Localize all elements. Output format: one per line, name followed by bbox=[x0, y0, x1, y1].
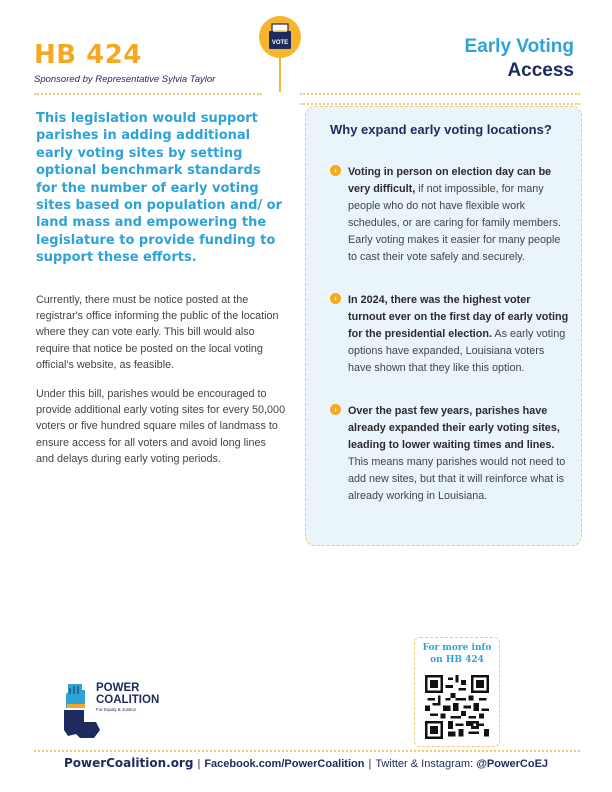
arrow-right-icon: › bbox=[330, 404, 341, 415]
lede-paragraph: This legislation would support parishes in adding additional early voting sites by setting optional benchmark standards for the number of early voting sites based on population and/ or land mass and empowering the legislature to provide funding to support these efforts. bbox=[36, 111, 283, 266]
social-prefix: Twitter & Instagram: bbox=[375, 758, 477, 770]
social-handle[interactable]: @PowerCoEJ bbox=[476, 758, 549, 770]
header-divider-left bbox=[34, 93, 262, 95]
why-bullet-1 bbox=[330, 164, 570, 266]
right-panel-top-rule bbox=[300, 103, 580, 105]
bill-number: HB 424 bbox=[34, 40, 142, 70]
qr-code[interactable] bbox=[425, 675, 489, 739]
ballot-box-icon bbox=[259, 16, 301, 58]
why-bullet-2 bbox=[330, 292, 570, 377]
topic-title-line1: Early Voting bbox=[464, 36, 574, 57]
body-paragraph-1: Currently, there must be notice posted at the registrar's office informing the public of the location where they can vote early. This bill would also require that notice be posted on the local voting official's website, as feasible. bbox=[36, 294, 279, 371]
why-bullet-text: Voting in person on election day can be very difficult, if not impossible, for many people who do not have flexible work schedules, or are caring for family members. Early voting makes it easier for many people to cast their vote safely and securely. bbox=[348, 166, 562, 263]
facebook-link[interactable]: Facebook.com/PowerCoalition bbox=[204, 758, 365, 770]
why-bullet-text: Over the past few years, parishes have already expanded their early voting sites, leading to lower waiting times and lines. This means many parishes would not need to add new sites, but that it will reinforce what is already working in Louisiana. bbox=[348, 405, 566, 502]
footer bbox=[0, 756, 612, 770]
website-link[interactable]: PowerCoalition.org bbox=[63, 756, 194, 770]
sponsor-line: Sponsored by Representative Sylvia Taylor bbox=[34, 74, 216, 85]
logo-tagline: For Equity & Justice bbox=[96, 707, 137, 712]
why-bullet-3 bbox=[330, 403, 570, 505]
ballot-label: VOTE bbox=[271, 40, 289, 46]
footer-separator: | bbox=[197, 758, 201, 770]
body-paragraph-2: Under this bill, parishes would be encouraged to provide additional early voting sites for every 50,000 voters or five hundred square miles of landmass to ensure access for all voters and avoid long lines and delays during early voting periods. bbox=[36, 388, 286, 465]
ballot-stem bbox=[279, 58, 281, 92]
footer-separator: | bbox=[368, 758, 372, 770]
arrow-right-icon: › bbox=[330, 165, 341, 176]
qr-label: For more info on HB 424 bbox=[422, 643, 492, 665]
topic-title-line2: Access bbox=[507, 60, 574, 81]
footer-divider bbox=[34, 750, 580, 752]
why-bullet-text: In 2024, there was the highest voter turnout ever on the first day of early voting for the presidential election. As early voting options have expanded, Louisiana voters have shown that they like this option. bbox=[348, 294, 569, 374]
logo-wordmark: POWER COALITION bbox=[96, 682, 160, 706]
header-divider-right bbox=[300, 93, 580, 95]
why-panel-title: Why expand early voting locations? bbox=[330, 122, 552, 137]
arrow-right-icon: › bbox=[330, 293, 341, 304]
